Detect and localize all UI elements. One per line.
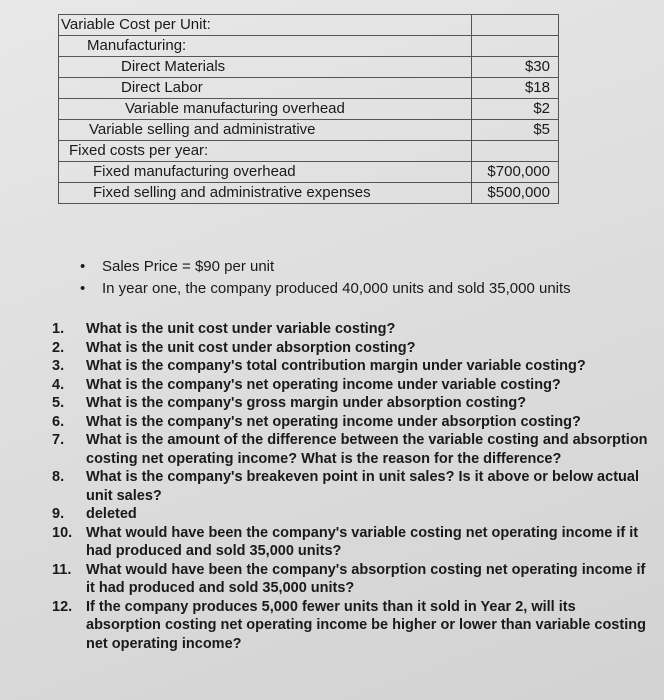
question-item — [52, 339, 652, 358]
question-number: 4. — [52, 376, 65, 393]
question-item — [52, 394, 652, 413]
question-text: What is the unit cost under variable costing? — [86, 321, 396, 337]
bullet-icon: • — [80, 280, 86, 297]
row-value — [472, 141, 559, 162]
question-text: What is the company's net operating income under variable costing? — [86, 376, 561, 393]
row-label: Fixed costs per year: — [59, 141, 472, 162]
question-text: What is the company's total contribution margin under variable costing? — [86, 358, 586, 374]
row-label: Variable selling and administrative — [59, 120, 472, 141]
question-item — [52, 561, 652, 598]
question-text: What would have been the company's variable costing net operating income if it had produced and sold 35,000 units? — [86, 524, 639, 559]
question-number: 5. — [52, 395, 65, 411]
row-label: Manufacturing: — [59, 36, 472, 57]
table-row — [59, 120, 559, 141]
question-text: What is the unit cost under absorption costing? — [86, 339, 416, 356]
question-item — [52, 468, 652, 505]
row-value: $18 — [472, 78, 559, 99]
question-number: 7. — [52, 432, 65, 448]
row-value — [472, 15, 559, 36]
list-item — [80, 278, 571, 300]
table-row — [59, 162, 559, 183]
row-value: $30 — [472, 57, 559, 78]
question-number: 12. — [52, 598, 73, 615]
cost-table — [58, 14, 559, 204]
table-row — [59, 183, 559, 204]
question-text: If the company produces 5,000 fewer units than it sold in Year 2, will its absorption costing net operating income be higher or lower than variable costing net operating income? — [86, 598, 646, 652]
question-item — [52, 505, 652, 524]
row-value: $2 — [472, 99, 559, 120]
questions-list — [52, 320, 652, 653]
table-row — [59, 36, 559, 57]
question-item — [52, 524, 652, 561]
row-label: Variable Cost per Unit: — [59, 15, 472, 36]
table-row — [59, 57, 559, 78]
question-item — [52, 413, 652, 432]
question-text: What is the company's gross margin under absorption costing? — [86, 395, 527, 411]
row-label: Variable manufacturing overhead — [59, 99, 472, 120]
question-item — [52, 357, 652, 376]
question-number: 3. — [52, 358, 65, 374]
question-number: 9. — [52, 506, 65, 522]
question-item — [52, 376, 652, 395]
question-text: What is the company's net operating income under absorption costing? — [86, 413, 581, 430]
row-value: $500,000 — [472, 183, 559, 204]
row-label: Direct Labor — [59, 78, 472, 99]
question-number: 6. — [52, 413, 65, 430]
list-item — [80, 256, 571, 278]
row-label: Fixed selling and administrative expenses — [59, 183, 472, 204]
notes-list — [80, 256, 571, 300]
note-text: In year one, the company produced 40,000 units and sold 35,000 units — [102, 280, 571, 297]
table-row — [59, 141, 559, 162]
table-row — [59, 78, 559, 99]
row-value: $5 — [472, 120, 559, 141]
bullet-icon: • — [80, 258, 86, 275]
question-item — [52, 431, 652, 468]
table-row — [59, 15, 559, 36]
question-item — [52, 320, 652, 339]
question-text: deleted — [86, 506, 137, 522]
row-value: $700,000 — [472, 162, 559, 183]
row-label: Direct Materials — [59, 57, 472, 78]
question-text: What is the amount of the difference between the variable costing and absorption costing net operating income? What is the reason for the difference? — [86, 432, 648, 467]
question-number: 11. — [52, 561, 72, 578]
note-text: Sales Price = $90 per unit — [102, 258, 275, 275]
question-text: What is the company's breakeven point in unit sales? Is it above or below actual unit sales? — [86, 469, 639, 504]
question-number: 10. — [52, 524, 73, 541]
row-value — [472, 36, 559, 57]
question-number: 8. — [52, 469, 65, 485]
table-row — [59, 99, 559, 120]
question-number: 1. — [52, 321, 65, 337]
row-label: Fixed manufacturing overhead — [59, 162, 472, 183]
question-text: What would have been the company's absorption costing net operating income if it had produced and sold 35,000 units? — [86, 561, 646, 596]
question-item — [52, 598, 652, 654]
question-number: 2. — [52, 339, 65, 356]
